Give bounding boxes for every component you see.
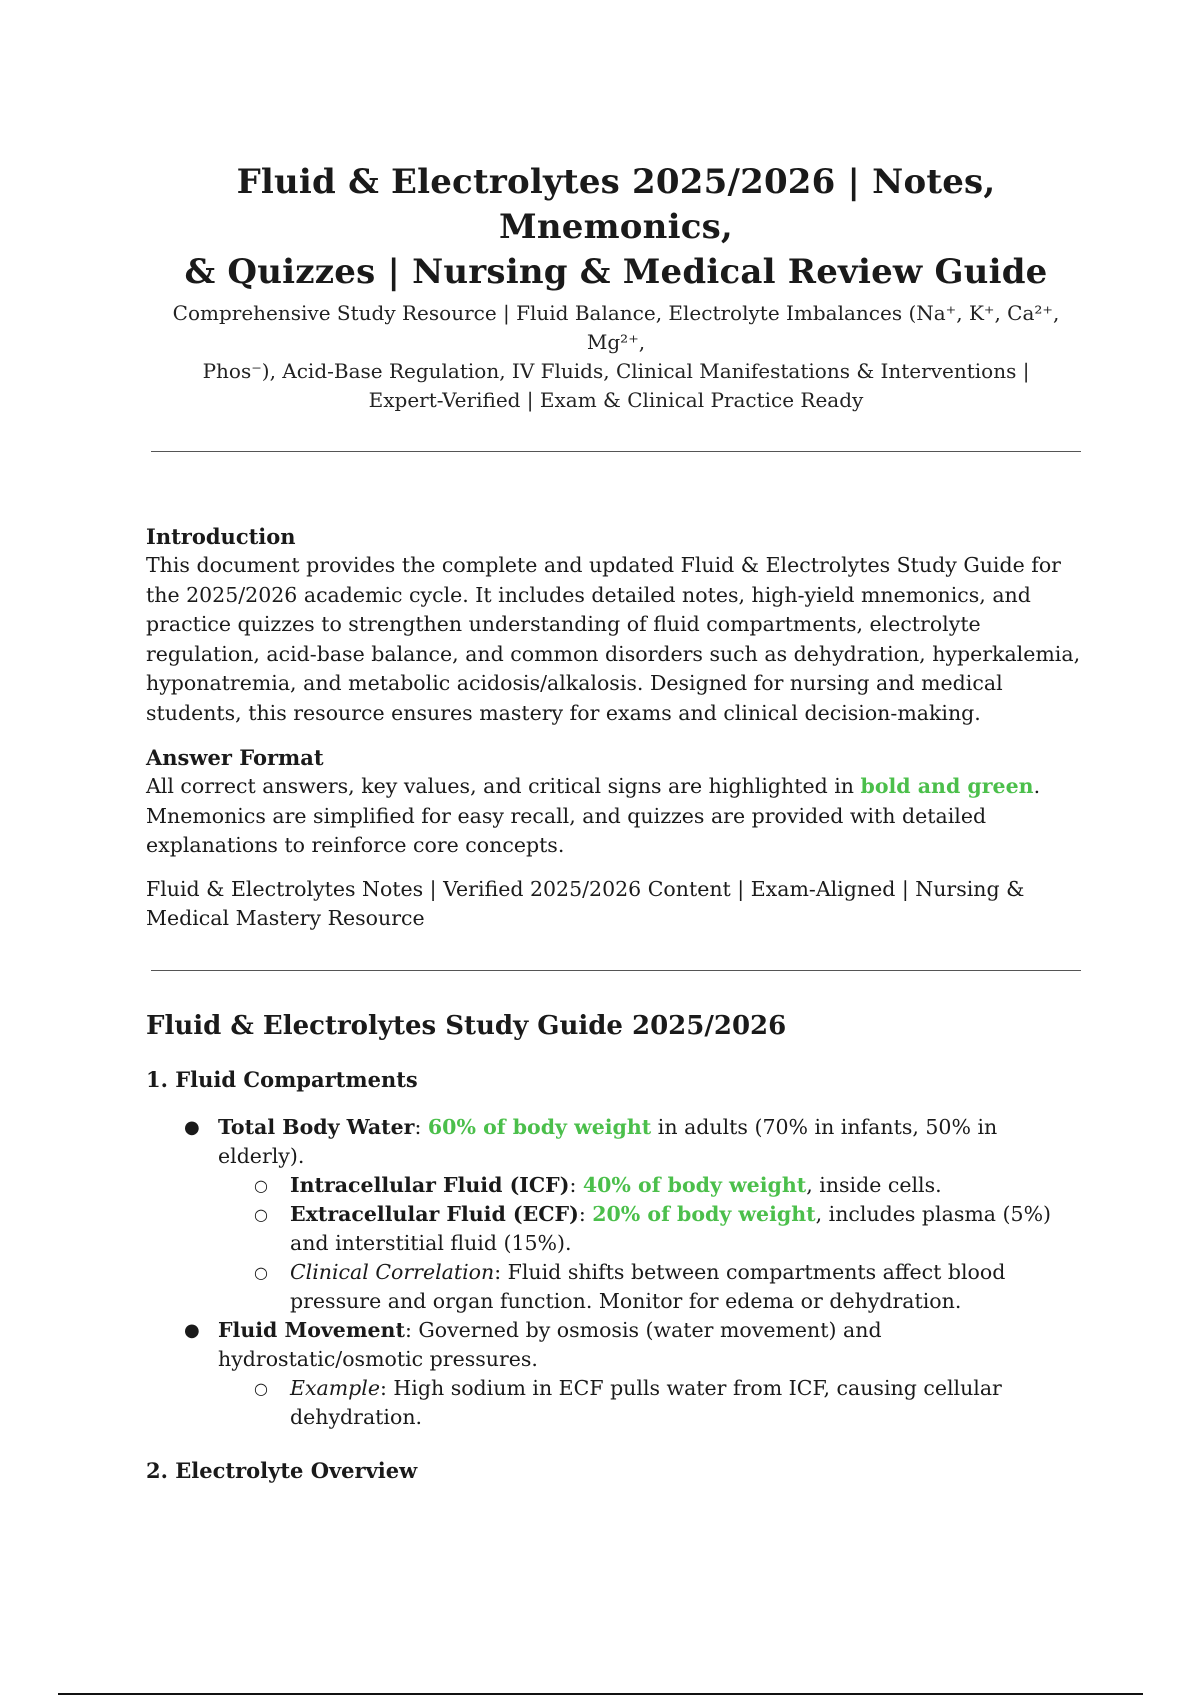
list-item-example xyxy=(218,1374,1086,1432)
list-item-ecf xyxy=(218,1200,1086,1258)
ecf-rest: , includes plasma (5%) and interstitial fluid (15%). xyxy=(290,1201,1052,1255)
fluid-movement-label: Fluid Movement xyxy=(218,1317,405,1342)
fluid-movement-sublist xyxy=(218,1374,1086,1432)
section-2-heading: 2. Electrolyte Overview xyxy=(146,1457,418,1483)
horizontal-rule-middle xyxy=(151,970,1081,971)
tbw-rest: in adults (70% in infants, 50% in elderly). xyxy=(218,1114,998,1168)
tbw-separator: : xyxy=(414,1114,428,1139)
icf-value: 40% of body weight xyxy=(582,1172,807,1197)
document-tagline: Fluid & Electrolytes Notes | Verified 2025/2026 Content | Exam-Aligned | Nursing & Medical Mastery Resource xyxy=(146,876,1025,930)
subtitle-line-2: Phos⁻), Acid-Base Regulation, IV Fluids, Clinical Manifestations & Interventions | xyxy=(202,359,1030,383)
horizontal-rule-top xyxy=(151,451,1081,452)
title-line-2: & Quizzes | Nursing & Medical Review Guide xyxy=(184,252,1048,292)
ecf-separator: : xyxy=(578,1201,593,1226)
clinical-correlation-label: Clinical Correlation xyxy=(290,1259,495,1284)
answer-format-heading: Answer Format xyxy=(146,745,324,770)
document-title xyxy=(146,160,1086,295)
filled-bullet-icon: ● xyxy=(184,1319,200,1341)
answer-format-text-before: All correct answers, key values, and critical signs are highlighted in xyxy=(146,774,861,798)
fluid-compartments-list xyxy=(146,1113,1086,1432)
icf-separator: : xyxy=(569,1172,583,1197)
list-item-icf xyxy=(218,1171,1086,1200)
ecf-value: 20% of body weight xyxy=(592,1201,816,1226)
list-item-fluid-movement xyxy=(146,1316,1086,1432)
hollow-bullet-icon: ○ xyxy=(254,1378,268,1398)
icf-label: Intracellular Fluid (ICF) xyxy=(290,1172,570,1197)
page-content xyxy=(146,160,1086,1486)
fluid-movement-rest: : Governed by osmosis (water movement) and hydrostatic/osmotic pressures. xyxy=(218,1317,882,1371)
answer-format-highlight: bold and green xyxy=(860,774,1034,798)
page-bottom-border xyxy=(58,1693,1143,1695)
icf-rest: , inside cells. xyxy=(806,1172,942,1197)
document-subtitle xyxy=(146,299,1086,415)
example-label: Example xyxy=(290,1375,380,1400)
hollow-bullet-icon: ○ xyxy=(254,1204,268,1224)
title-line-1: Fluid & Electrolytes 2025/2026 | Notes, Mnemonics, xyxy=(236,162,996,247)
answer-format-section xyxy=(146,743,1086,861)
section-1-heading: 1. Fluid Compartments xyxy=(146,1066,418,1092)
introduction-heading: Introduction xyxy=(146,524,296,549)
introduction-body: This document provides the complete and updated Fluid & Electrolytes Study Guide for the 2025/2026 academic cycle. It includes detailed notes, high-yield mnemonics, and practice quizzes to strengthen understanding of fluid compartments, electrolyte regulation, acid-base balance, and common disorders such as dehydration, hyperkalemia, hyponatremia, and metabolic acidosis/alkalosis. Designed for nursing and medical students, this resource ensures mastery for exams and clinical decision-making. xyxy=(146,553,1081,725)
tbw-sublist xyxy=(218,1171,1086,1316)
tbw-label: Total Body Water xyxy=(218,1114,415,1139)
study-guide-title: Fluid & Electrolytes Study Guide 2025/2026 xyxy=(146,1010,787,1041)
list-item-clinical-correlation xyxy=(218,1258,1086,1316)
hollow-bullet-icon: ○ xyxy=(254,1175,268,1195)
tbw-value: 60% of body weight xyxy=(427,1114,652,1139)
list-item-total-body-water xyxy=(146,1113,1086,1316)
subtitle-line-3: Expert-Verified | Exam & Clinical Practice Ready xyxy=(368,388,864,412)
answer-format-text-after: . Mnemonics are simplified for easy recall, and quizzes are provided with detailed explanations to reinforce core concepts. xyxy=(146,774,1041,857)
hollow-bullet-icon: ○ xyxy=(254,1262,268,1282)
ecf-label: Extracellular Fluid (ECF) xyxy=(290,1201,579,1226)
clinical-correlation-rest: : Fluid shifts between compartments affect blood pressure and organ function. Monitor for edema or dehydration. xyxy=(290,1259,1006,1313)
subtitle-line-1: Comprehensive Study Resource | Fluid Balance, Electrolyte Imbalances (Na⁺, K⁺, Ca²⁺, Mg²⁺, xyxy=(172,301,1060,354)
introduction-section xyxy=(146,522,1086,728)
filled-bullet-icon: ● xyxy=(184,1116,200,1138)
example-rest: : High sodium in ECF pulls water from ICF, causing cellular dehydration. xyxy=(290,1375,1002,1429)
answer-format-body xyxy=(146,772,1086,861)
